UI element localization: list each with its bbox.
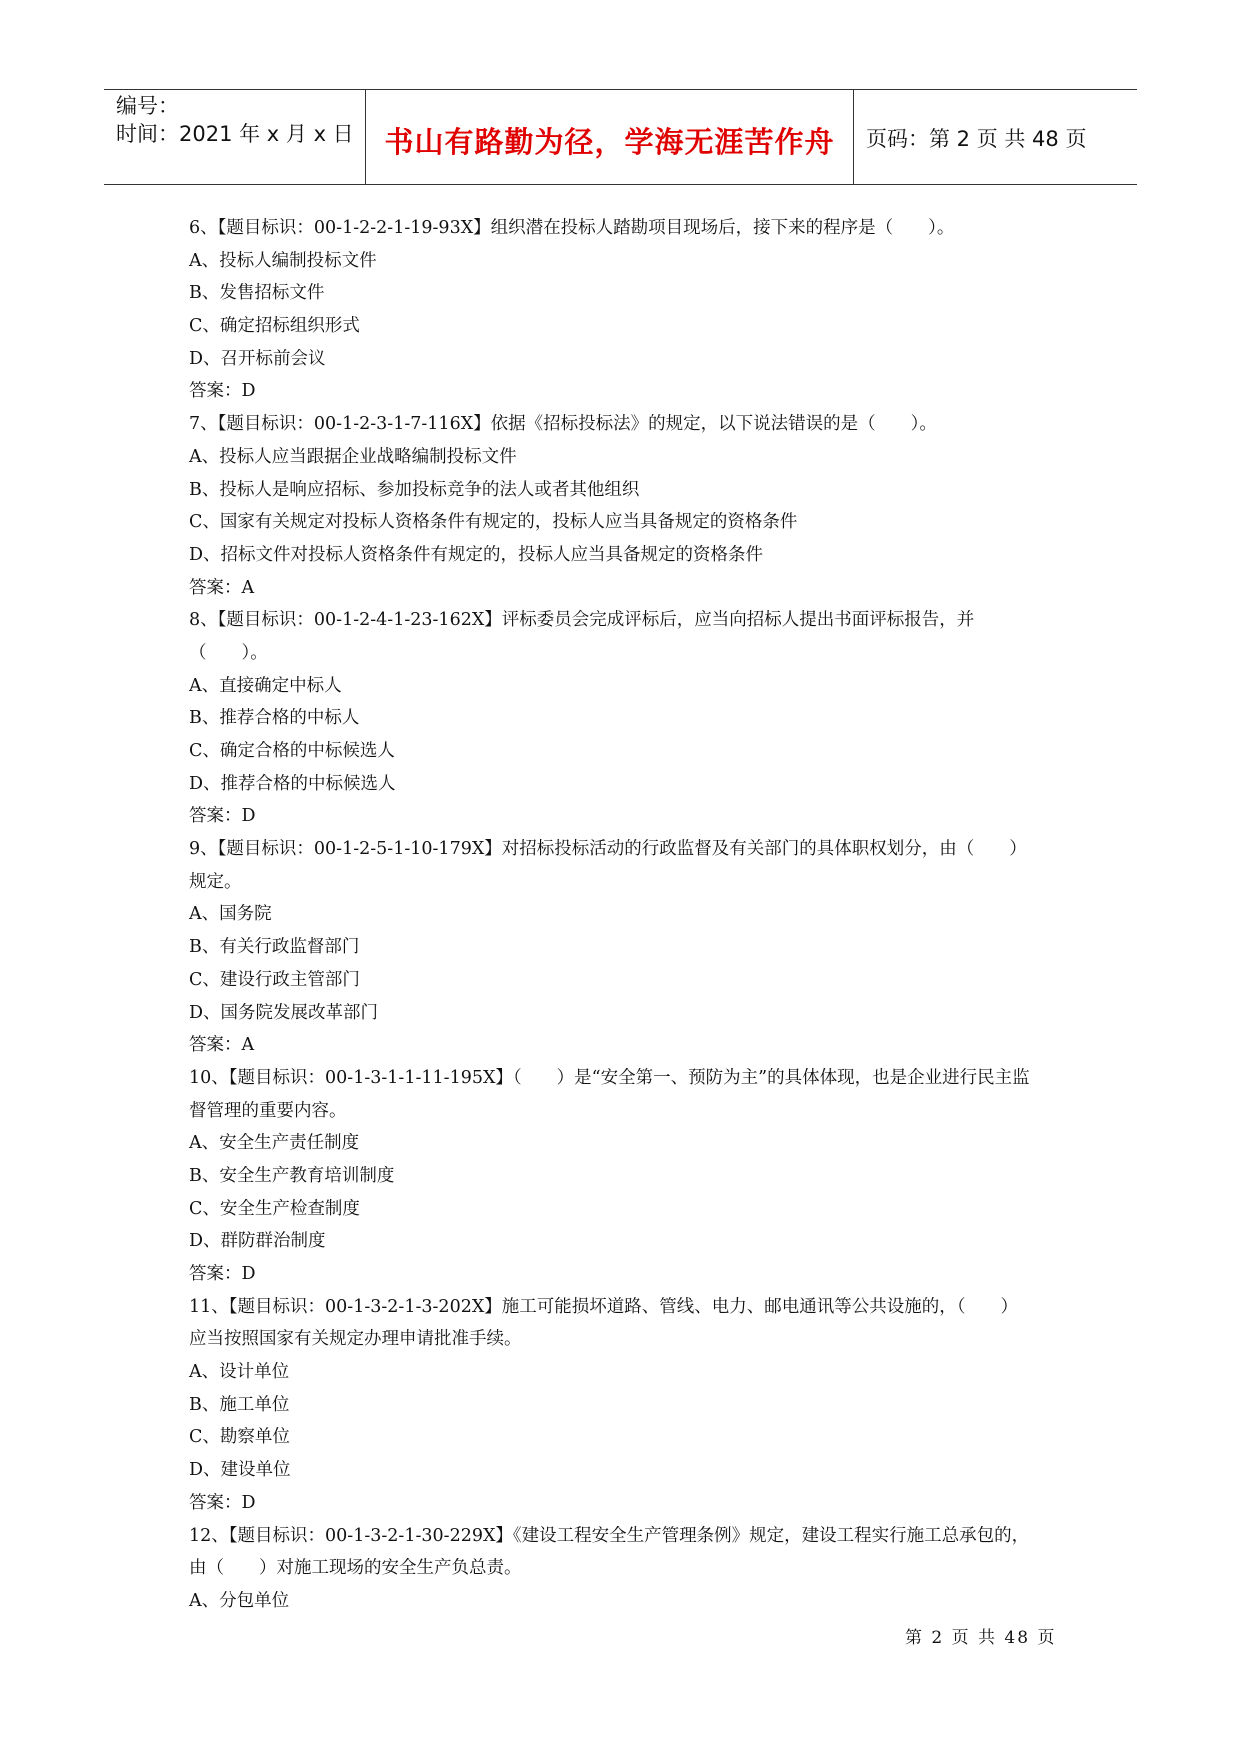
question-stem: 督管理的重要内容。: [189, 1100, 347, 1121]
answer-option: D、建设单位: [189, 1460, 291, 1481]
question-stem: 7、【题目标识：00-1-2-3-1-7-116X】依据《招标投标法》的规定，以下说法错误的是（ ）。: [189, 414, 937, 435]
answer-option: D、推荐合格的中标候选人: [189, 773, 396, 794]
question-stem: 应当按照国家有关规定办理申请批准手续。: [189, 1329, 522, 1350]
document-number-label: 编号：: [116, 94, 179, 118]
answer-option: C、确定合格的中标候选人: [189, 741, 395, 761]
answer-option: C、勘察单位: [189, 1427, 290, 1448]
document-time-label: 时间：2021 年 x 月 x 日: [116, 122, 354, 146]
question-block: [189, 1520, 1069, 1618]
header-motto: 书山有路勤为径，学海无涯苦作舟: [366, 90, 854, 184]
question-stem: 11、【题目标识：00-1-3-2-1-3-202X】施工可能损坏道路、管线、电力、邮电通讯等公共设施的，（ ）: [189, 1296, 1019, 1317]
answer-key: 答案：A: [189, 1035, 255, 1056]
header-page-label: 页码：第 2 页 共 48 页: [866, 127, 1087, 151]
header-meta: [104, 90, 366, 184]
answer-option: D、招标文件对投标人资格条件有规定的，投标人应当具备规定的资格条件: [189, 544, 764, 565]
answer-option: B、施工单位: [189, 1394, 290, 1415]
answer-option: B、有关行政监督部门: [189, 937, 360, 958]
answer-option: B、投标人是响应招标、参加投标竞争的法人或者其他组织: [189, 479, 640, 500]
answer-option: A、设计单位: [189, 1362, 290, 1383]
answer-option: A、投标人编制投标文件: [189, 250, 377, 271]
answer-key: 答案：D: [189, 1264, 256, 1284]
answer-option: B、安全生产教育培训制度: [189, 1165, 395, 1186]
answer-option: D、群防群治制度: [189, 1231, 326, 1252]
answer-option: B、发售招标文件: [189, 283, 325, 304]
question-stem: 10、【题目标识：00-1-3-1-1-11-195X】（ ）是“安全第一、预防为主”的具体体现，也是企业进行民主监: [189, 1067, 1030, 1088]
page-header: [104, 89, 1137, 185]
answer-option: C、确定招标组织形式: [189, 316, 360, 337]
question-block: [189, 1062, 1069, 1291]
answer-option: B、推荐合格的中标人: [189, 708, 360, 729]
question-stem: 规定。: [189, 871, 242, 892]
question-block: [189, 212, 1069, 408]
answer-option: A、投标人应当跟据企业战略编制投标文件: [189, 446, 517, 467]
question-block: [189, 408, 1069, 604]
answer-key: 答案：A: [189, 577, 255, 598]
answer-key: 答案：D: [189, 1492, 256, 1513]
answer-option: C、国家有关规定对投标人资格条件有规定的，投标人应当具备规定的资格条件: [189, 512, 798, 533]
answer-option: C、建设行政主管部门: [189, 969, 360, 990]
answer-option: D、召开标前会议: [189, 348, 326, 369]
question-block: [189, 604, 1069, 833]
answer-option: A、直接确定中标人: [189, 675, 342, 696]
answer-option: A、国务院: [189, 904, 272, 925]
question-stem: 8、【题目标识：00-1-2-4-1-23-162X】评标委员会完成评标后，应当向招标人提出书面评标报告，并: [189, 610, 975, 631]
question-block: [189, 833, 1069, 1062]
answer-key: 答案：D: [189, 381, 256, 402]
page-footer: 第 2 页 共 48 页: [905, 1628, 1057, 1648]
question-stem: 由（ ）对施工现场的安全生产负总责。: [189, 1558, 522, 1579]
answer-option: A、安全生产责任制度: [189, 1133, 360, 1154]
answer-option: C、安全生产检查制度: [189, 1198, 360, 1219]
question-stem: 9、【题目标识：00-1-2-5-1-10-179X】对招标投标活动的行政监督及有关部门的具体职权划分，由（ ）: [189, 839, 1027, 860]
answer-option: A、分包单位: [189, 1590, 290, 1611]
question-block: [189, 1291, 1069, 1520]
question-stem: 12、【题目标识：00-1-3-2-1-30-229X】《建设工程安全生产管理条例》规定，建设工程实行施工总承包的，: [189, 1525, 1030, 1546]
answer-key: 答案：D: [189, 806, 256, 827]
question-stem: 6、【题目标识：00-1-2-2-1-19-93X】组织潜在投标人踏勘项目现场后，接下来的程序是（ ）。: [189, 218, 955, 238]
answer-option: D、国务院发展改革部门: [189, 1002, 379, 1023]
question-list: [189, 212, 1069, 1618]
question-stem: （ ）。: [189, 642, 268, 663]
